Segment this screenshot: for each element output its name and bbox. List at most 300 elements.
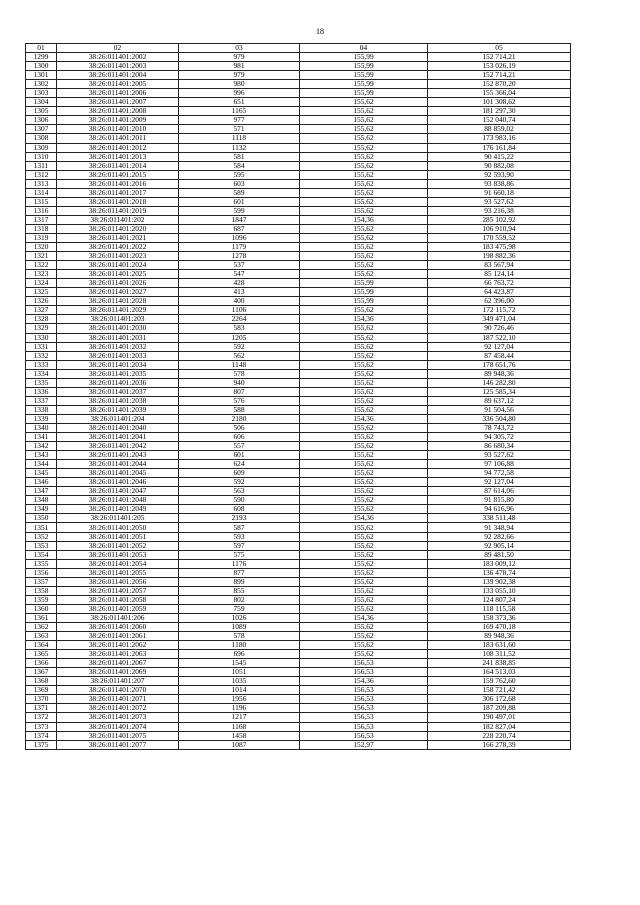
cell-area: 413 (179, 288, 300, 297)
cell-cadastral-number: 38:26:011401:2034 (57, 360, 179, 369)
cell-cadastral-number: 38:26:011401:2043 (57, 451, 179, 460)
cell-row-number: 1358 (26, 586, 57, 595)
table-row (26, 387, 571, 396)
cell-specific-value: 155,62 (300, 143, 428, 152)
cell-specific-value: 155,62 (300, 532, 428, 541)
cell-specific-value: 155,62 (300, 233, 428, 242)
table-row (26, 613, 571, 622)
cell-specific-value: 155,62 (300, 433, 428, 442)
table-row (26, 659, 571, 668)
cell-specific-value: 155,62 (300, 478, 428, 487)
cell-cadastral-value: 158 721,42 (428, 686, 571, 695)
cell-specific-value: 155,62 (300, 604, 428, 613)
cell-cadastral-number: 38:26:011401:2045 (57, 469, 179, 478)
cell-specific-value: 154,36 (300, 677, 428, 686)
table-row (26, 550, 571, 559)
cell-specific-value: 155,62 (300, 243, 428, 252)
cell-area: 624 (179, 460, 300, 469)
table-row (26, 161, 571, 170)
cell-row-number: 1369 (26, 686, 57, 695)
cell-cadastral-value: 78 743,72 (428, 423, 571, 432)
cell-row-number: 1314 (26, 188, 57, 197)
cell-specific-value: 155,62 (300, 568, 428, 577)
cell-specific-value: 155,62 (300, 487, 428, 496)
table-row (26, 505, 571, 514)
cell-cadastral-value: 285 102,92 (428, 215, 571, 224)
cell-row-number: 1318 (26, 224, 57, 233)
cell-cadastral-value: 87 458,44 (428, 351, 571, 360)
cell-specific-value: 156,53 (300, 668, 428, 677)
table-row (26, 532, 571, 541)
cell-cadastral-number: 38:26:011401:2041 (57, 433, 179, 442)
cell-area: 1089 (179, 623, 300, 632)
cell-area: 981 (179, 62, 300, 71)
cell-specific-value: 154,36 (300, 414, 428, 423)
table-row (26, 270, 571, 279)
cell-row-number: 1356 (26, 568, 57, 577)
cell-cadastral-value: 146 282,80 (428, 378, 571, 387)
table-row (26, 279, 571, 288)
cell-cadastral-value: 94 305,72 (428, 433, 571, 442)
cell-specific-value: 156,53 (300, 695, 428, 704)
cell-row-number: 1347 (26, 487, 57, 496)
cell-specific-value: 155,62 (300, 197, 428, 206)
cell-cadastral-number: 38:26:011401:2046 (57, 478, 179, 487)
cell-specific-value: 155,62 (300, 586, 428, 595)
cell-cadastral-value: 172 115,72 (428, 306, 571, 315)
cell-row-number: 1346 (26, 478, 57, 487)
table-row (26, 125, 571, 134)
cell-specific-value: 155,62 (300, 523, 428, 532)
cell-cadastral-value: 166 278,39 (428, 740, 571, 749)
cell-cadastral-value: 85 124,14 (428, 270, 571, 279)
cell-cadastral-value: 92 593,90 (428, 170, 571, 179)
cell-cadastral-number: 38:26:011401:2021 (57, 233, 179, 242)
cell-row-number: 1300 (26, 62, 57, 71)
cell-area: 1180 (179, 641, 300, 650)
cell-cadastral-number: 38:26:011401:2037 (57, 387, 179, 396)
cell-area: 608 (179, 505, 300, 514)
cell-cadastral-value: 187 209,88 (428, 704, 571, 713)
table-body (26, 53, 571, 750)
cell-cadastral-value: 183 475,98 (428, 243, 571, 252)
cell-cadastral-number: 38:26:011401:2017 (57, 188, 179, 197)
cell-area: 1545 (179, 659, 300, 668)
cell-specific-value: 155,62 (300, 224, 428, 233)
table-row (26, 116, 571, 125)
cell-cadastral-value: 66 763,72 (428, 279, 571, 288)
cell-cadastral-number: 38:26:011401:2006 (57, 89, 179, 98)
cell-area: 581 (179, 152, 300, 161)
cell-cadastral-value: 182 827,04 (428, 722, 571, 731)
cell-area: 980 (179, 80, 300, 89)
cell-area: 592 (179, 342, 300, 351)
cell-cadastral-number: 38:26:011401:207 (57, 677, 179, 686)
cell-specific-value: 155,62 (300, 369, 428, 378)
cell-area: 1217 (179, 713, 300, 722)
cell-cadastral-number: 38:26:011401:2018 (57, 197, 179, 206)
cell-cadastral-number: 38:26:011401:2020 (57, 224, 179, 233)
cell-specific-value: 155,62 (300, 550, 428, 559)
cell-cadastral-number: 38:26:011401:2049 (57, 505, 179, 514)
table-row (26, 632, 571, 641)
cell-row-number: 1335 (26, 378, 57, 387)
cell-cadastral-value: 152 870,20 (428, 80, 571, 89)
cell-area: 1956 (179, 695, 300, 704)
table-row (26, 568, 571, 577)
table-row (26, 442, 571, 451)
cell-cadastral-value: 89 637,12 (428, 396, 571, 405)
cell-cadastral-number: 38:26:011401:2014 (57, 161, 179, 170)
cell-area: 1458 (179, 731, 300, 740)
cell-specific-value: 155,62 (300, 261, 428, 270)
table-row (26, 297, 571, 306)
cell-area: 1014 (179, 686, 300, 695)
cell-cadastral-number: 38:26:011401:2075 (57, 731, 179, 740)
cell-specific-value: 155,62 (300, 632, 428, 641)
cell-cadastral-value: 88 859,02 (428, 125, 571, 134)
cell-cadastral-value: 94 772,58 (428, 469, 571, 478)
cell-cadastral-number: 38:26:011401:203 (57, 315, 179, 324)
cell-area: 428 (179, 279, 300, 288)
table-row (26, 523, 571, 532)
cell-row-number: 1367 (26, 668, 57, 677)
cell-area: 562 (179, 351, 300, 360)
table-row (26, 89, 571, 98)
cell-area: 1096 (179, 233, 300, 242)
cell-cadastral-value: 92 127,04 (428, 342, 571, 351)
cell-row-number: 1345 (26, 469, 57, 478)
cell-cadastral-value: 336 504,80 (428, 414, 571, 423)
column-header-04: 04 (300, 44, 428, 53)
table-row (26, 451, 571, 460)
cell-specific-value: 155,99 (300, 279, 428, 288)
cell-cadastral-number: 38:26:011401:2053 (57, 550, 179, 559)
cell-cadastral-value: 89 948,36 (428, 632, 571, 641)
cell-cadastral-number: 38:26:011401:2029 (57, 306, 179, 315)
cell-specific-value: 154,36 (300, 514, 428, 523)
cell-cadastral-value: 125 585,34 (428, 387, 571, 396)
cell-specific-value: 155,62 (300, 460, 428, 469)
cell-cadastral-value: 92 282,66 (428, 532, 571, 541)
table-row (26, 478, 571, 487)
cell-specific-value: 155,62 (300, 469, 428, 478)
cell-area: 877 (179, 568, 300, 577)
cell-cadastral-value: 176 161,84 (428, 143, 571, 152)
cell-cadastral-number: 38:26:011401:2071 (57, 695, 179, 704)
table-row (26, 197, 571, 206)
cell-row-number: 1357 (26, 577, 57, 586)
cell-cadastral-value: 90 726,46 (428, 324, 571, 333)
cell-specific-value: 156,53 (300, 686, 428, 695)
table-row (26, 179, 571, 188)
cell-area: 590 (179, 496, 300, 505)
cell-cadastral-value: 155 366,04 (428, 89, 571, 98)
cell-area: 599 (179, 206, 300, 215)
cell-area: 1118 (179, 134, 300, 143)
cell-cadastral-number: 38:26:011401:2044 (57, 460, 179, 469)
cell-specific-value: 155,99 (300, 53, 428, 62)
table-row (26, 243, 571, 252)
table-row (26, 53, 571, 62)
cell-cadastral-number: 38:26:011401:2024 (57, 261, 179, 270)
cell-cadastral-number: 38:26:011401:2032 (57, 342, 179, 351)
cell-area: 1026 (179, 613, 300, 622)
table-row (26, 306, 571, 315)
cell-area: 547 (179, 270, 300, 279)
cell-row-number: 1363 (26, 632, 57, 641)
cell-specific-value: 155,62 (300, 360, 428, 369)
cell-cadastral-number: 38:26:011401:2067 (57, 659, 179, 668)
cell-row-number: 1342 (26, 442, 57, 451)
cell-area: 687 (179, 224, 300, 233)
cell-specific-value: 155,62 (300, 342, 428, 351)
table-row (26, 731, 571, 740)
table-row (26, 487, 571, 496)
cell-cadastral-number: 38:26:011401:2009 (57, 116, 179, 125)
cell-area: 400 (179, 297, 300, 306)
cell-specific-value: 155,62 (300, 541, 428, 550)
cell-specific-value: 156,53 (300, 713, 428, 722)
cell-row-number: 1320 (26, 243, 57, 252)
cell-specific-value: 155,62 (300, 451, 428, 460)
cell-cadastral-number: 38:26:011401:2030 (57, 324, 179, 333)
cell-area: 578 (179, 632, 300, 641)
cell-cadastral-value: 153 026,19 (428, 62, 571, 71)
cell-specific-value: 155,62 (300, 116, 428, 125)
cell-cadastral-number: 38:26:011401:2025 (57, 270, 179, 279)
table-row (26, 650, 571, 659)
cell-cadastral-number: 38:26:011401:2070 (57, 686, 179, 695)
cell-area: 696 (179, 650, 300, 659)
cell-row-number: 1351 (26, 523, 57, 532)
cell-cadastral-value: 92 905,14 (428, 541, 571, 550)
cell-row-number: 1310 (26, 152, 57, 161)
cell-row-number: 1311 (26, 161, 57, 170)
cell-specific-value: 155,99 (300, 80, 428, 89)
cell-cadastral-number: 38:26:011401:2074 (57, 722, 179, 731)
cell-cadastral-number: 38:26:011401:204 (57, 414, 179, 423)
cell-cadastral-number: 38:26:011401:2042 (57, 442, 179, 451)
cell-cadastral-number: 38:26:011401:2073 (57, 713, 179, 722)
table-row (26, 62, 571, 71)
table-row (26, 143, 571, 152)
cell-specific-value: 155,62 (300, 650, 428, 659)
cell-area: 2180 (179, 414, 300, 423)
table-row (26, 595, 571, 604)
cell-specific-value: 155,99 (300, 62, 428, 71)
cell-cadastral-value: 152 040,74 (428, 116, 571, 125)
cell-area: 588 (179, 405, 300, 414)
cell-cadastral-value: 93 838,86 (428, 179, 571, 188)
column-header-03: 03 (179, 44, 300, 53)
table-row (26, 414, 571, 423)
cell-cadastral-number: 38:26:011401:2019 (57, 206, 179, 215)
table-row (26, 80, 571, 89)
cell-specific-value: 155,62 (300, 641, 428, 650)
cell-cadastral-value: 158 373,36 (428, 613, 571, 622)
cell-row-number: 1330 (26, 333, 57, 342)
cell-cadastral-value: 93 527,62 (428, 451, 571, 460)
cell-cadastral-value: 228 220,74 (428, 731, 571, 740)
cell-cadastral-value: 190 497,01 (428, 713, 571, 722)
table-row (26, 261, 571, 270)
cell-row-number: 1299 (26, 53, 57, 62)
cell-row-number: 1307 (26, 125, 57, 134)
cell-specific-value: 155,62 (300, 324, 428, 333)
cell-cadastral-number: 38:26:011401:2050 (57, 523, 179, 532)
cell-cadastral-number: 38:26:011401:2052 (57, 541, 179, 550)
cell-area: 1165 (179, 107, 300, 116)
cell-area: 601 (179, 197, 300, 206)
cell-area: 571 (179, 125, 300, 134)
cell-row-number: 1360 (26, 604, 57, 613)
cell-cadastral-number: 38:26:011401:2077 (57, 740, 179, 749)
cell-cadastral-number: 38:26:011401:2039 (57, 405, 179, 414)
cell-cadastral-value: 90 415,22 (428, 152, 571, 161)
cell-cadastral-number: 38:26:011401:2059 (57, 604, 179, 613)
cell-row-number: 1359 (26, 595, 57, 604)
table-row (26, 206, 571, 215)
cell-specific-value: 155,62 (300, 107, 428, 116)
cell-row-number: 1309 (26, 143, 57, 152)
table-row (26, 740, 571, 749)
cell-area: 506 (179, 423, 300, 432)
cell-area: 1278 (179, 252, 300, 261)
cell-area: 940 (179, 378, 300, 387)
cell-cadastral-number: 38:26:011401:2058 (57, 595, 179, 604)
column-header-01: 01 (26, 44, 57, 53)
table-row (26, 98, 571, 107)
cell-specific-value: 155,62 (300, 134, 428, 143)
cell-cadastral-number: 38:26:011401:2027 (57, 288, 179, 297)
cell-cadastral-number: 38:26:011401:2040 (57, 423, 179, 432)
table-row (26, 134, 571, 143)
cell-row-number: 1321 (26, 252, 57, 261)
cell-row-number: 1352 (26, 532, 57, 541)
cell-cadastral-value: 338 511,48 (428, 514, 571, 523)
cell-specific-value: 155,62 (300, 170, 428, 179)
cell-area: 603 (179, 179, 300, 188)
cell-area: 899 (179, 577, 300, 586)
cell-cadastral-number: 38:26:011401:2026 (57, 279, 179, 288)
cell-cadastral-value: 187 522,10 (428, 333, 571, 342)
cell-row-number: 1308 (26, 134, 57, 143)
table-row (26, 324, 571, 333)
cell-area: 1132 (179, 143, 300, 152)
table-row (26, 496, 571, 505)
cell-specific-value: 156,53 (300, 731, 428, 740)
cell-row-number: 1362 (26, 623, 57, 632)
cell-area: 1106 (179, 306, 300, 315)
cell-cadastral-value: 86 680,34 (428, 442, 571, 451)
cell-area: 595 (179, 170, 300, 179)
cadastral-value-table (25, 43, 571, 750)
cell-area: 592 (179, 478, 300, 487)
cell-row-number: 1334 (26, 369, 57, 378)
cell-area: 601 (179, 451, 300, 460)
table-row (26, 514, 571, 523)
cell-row-number: 1306 (26, 116, 57, 125)
table-row (26, 342, 571, 351)
cell-cadastral-value: 306 172,68 (428, 695, 571, 704)
table-row (26, 704, 571, 713)
cell-specific-value: 155,62 (300, 577, 428, 586)
cell-area: 609 (179, 469, 300, 478)
cell-specific-value: 156,53 (300, 704, 428, 713)
table-row (26, 396, 571, 405)
table-row (26, 623, 571, 632)
column-header-02: 02 (57, 44, 179, 53)
table-row (26, 695, 571, 704)
cell-row-number: 1317 (26, 215, 57, 224)
cell-row-number: 1370 (26, 695, 57, 704)
cell-cadastral-value: 101 308,62 (428, 98, 571, 107)
cell-cadastral-value: 118 115,58 (428, 604, 571, 613)
cell-specific-value: 155,62 (300, 405, 428, 414)
table-row (26, 541, 571, 550)
cell-cadastral-value: 93 216,38 (428, 206, 571, 215)
table-row (26, 668, 571, 677)
cell-area: 855 (179, 586, 300, 595)
cell-specific-value: 155,99 (300, 89, 428, 98)
cell-cadastral-value: 133 055,10 (428, 586, 571, 595)
cell-row-number: 1301 (26, 71, 57, 80)
cell-cadastral-value: 91 815,80 (428, 496, 571, 505)
cell-row-number: 1337 (26, 396, 57, 405)
cell-row-number: 1371 (26, 704, 57, 713)
table-row (26, 641, 571, 650)
cell-area: 1051 (179, 668, 300, 677)
cell-cadastral-number: 38:26:011401:2012 (57, 143, 179, 152)
cell-cadastral-value: 241 838,85 (428, 659, 571, 668)
table-row (26, 713, 571, 722)
cell-cadastral-value: 349 471,04 (428, 315, 571, 324)
cell-row-number: 1353 (26, 541, 57, 550)
cell-area: 563 (179, 487, 300, 496)
cell-cadastral-value: 183 631,60 (428, 641, 571, 650)
cell-row-number: 1324 (26, 279, 57, 288)
cell-cadastral-number: 38:26:011401:2061 (57, 632, 179, 641)
cell-row-number: 1331 (26, 342, 57, 351)
cell-area: 1168 (179, 722, 300, 731)
cell-area: 979 (179, 53, 300, 62)
cell-row-number: 1375 (26, 740, 57, 749)
cell-area: 1087 (179, 740, 300, 749)
cell-cadastral-number: 38:26:011401:2016 (57, 179, 179, 188)
cell-cadastral-value: 83 567,94 (428, 261, 571, 270)
cell-cadastral-number: 38:26:011401:2056 (57, 577, 179, 586)
cell-row-number: 1364 (26, 641, 57, 650)
cell-cadastral-value: 106 910,94 (428, 224, 571, 233)
cell-row-number: 1343 (26, 451, 57, 460)
table-row (26, 288, 571, 297)
cell-specific-value: 155,62 (300, 161, 428, 170)
cell-cadastral-number: 38:26:011401:2007 (57, 98, 179, 107)
cell-row-number: 1332 (26, 351, 57, 360)
table-header-row (26, 44, 571, 53)
table-row (26, 378, 571, 387)
cell-cadastral-value: 93 527,62 (428, 197, 571, 206)
cell-specific-value: 156,53 (300, 659, 428, 668)
cell-cadastral-value: 124 807,24 (428, 595, 571, 604)
cell-area: 996 (179, 89, 300, 98)
cell-cadastral-number: 38:26:011401:2015 (57, 170, 179, 179)
table-row (26, 469, 571, 478)
cell-cadastral-number: 38:26:011401:2060 (57, 623, 179, 632)
cell-cadastral-value: 152 714,21 (428, 71, 571, 80)
table-row (26, 423, 571, 432)
